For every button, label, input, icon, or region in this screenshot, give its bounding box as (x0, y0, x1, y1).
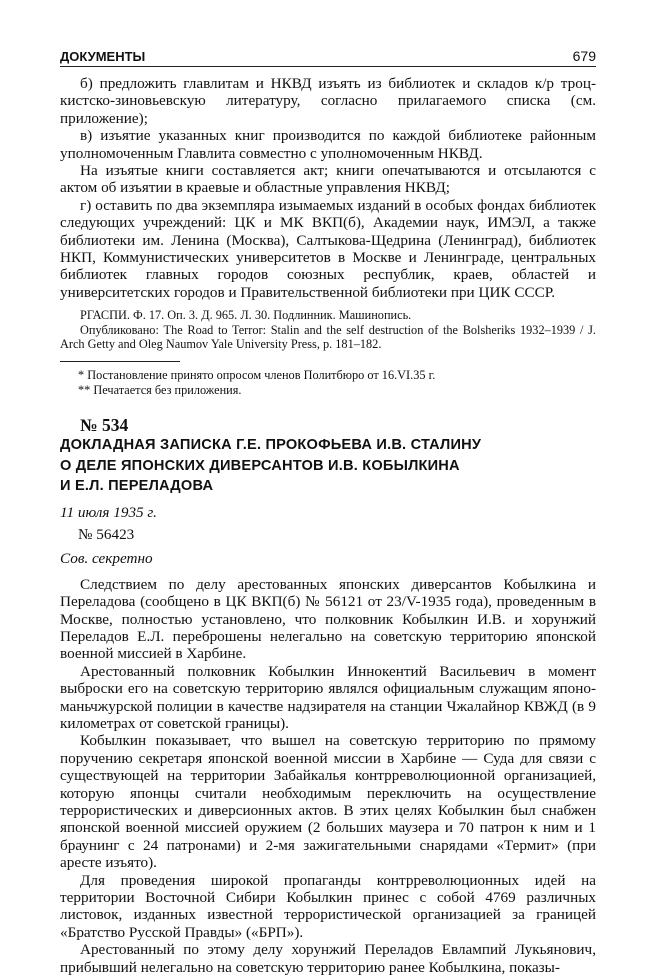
title-line: О ДЕЛЕ ЯПОНСКИХ ДИВЕРСАНТОВ И.В. КОБЫЛКИНА (60, 457, 460, 474)
document-date: 11 июля 1935 г. (60, 503, 157, 521)
classification-mark: Сов. секретно (60, 549, 153, 567)
source-citation (60, 308, 596, 352)
paragraph: Кобылкин показывает, что вышел на советскую территорию по прямому поручению секретаря японской военной миссии в Харбине — Суда для связи с существующей на территории Забайкалья контрреволюционной организацией, которую японцы считали необходимым переключить на осуществление террористических и диверсионных актов. В этих целях Кобылкин был снабжен японской военной миссией оружием (2 больших маузера и 70 патрон к ним и 1 браунинг с 24 патронами) и 2-мя зажигательными снарядами «Термит» (при аресте изъято). (60, 732, 596, 872)
paragraph: Следствием по делу арестованных японских диверсантов Кобылкина и Переладова (сообщено в ЦК ВКП(б) № 56121 от 23/V-1935 года), проведенным в Москве, полностью установлено, что полковник Кобылкин И.В. и хорунжий Переладов Е.Л. переброшены нелегально на советскую территорию японской военной миссией в Харбине. (60, 575, 596, 663)
paragraph: г) оставить по два экземпляра изымаемых изданий в особых фондах библиотек следующих учреждений: ЦК и МК ВКП(б), Академии наук, ИМЭЛ, а также библиотеки им. Ленина (Москва), Салтыкова-Щедрина (Ленинград), библиотек НКП, Коммунистических университетов в Москве и Ленинграде, центральных библиотек главных городов союзных республик, краев, областей и университетских городов и Правительственной библиотеки при ЦИК СССР. (60, 196, 596, 301)
paragraph: Арестованный по этому делу хорунжий Переладов Евлампий Лукьянович, прибывший нелегально на советскую территорию ранее Кобылкина, показы- (60, 941, 596, 976)
title-line: ДОКЛАДНАЯ ЗАПИСКА Г.Е. ПРОКОФЬЕВА И.В. СТАЛИНУ (60, 437, 482, 454)
document-reference: № 56423 (78, 525, 135, 543)
document-page (60, 48, 596, 976)
paragraph: На изъятые книги составляется акт; книги опечатываются и отсылаются с актом об изъятии в краевые и областные управления НКВД; (60, 162, 596, 197)
footnote-divider (60, 361, 180, 362)
footnote: * Постановление принято опросом членов Политбюро от 16.VI.35 г. (78, 368, 436, 383)
document-number: № 534 (80, 415, 129, 436)
paragraph: Для проведения широкой пропаганды контрреволюционных идей на территории Восточной Сибири Кобылкин принес с собой 4769 различных листовок, изданных известной террористической организацией за границей «Братство Русской Правды» («БРП»). (60, 871, 596, 941)
paragraph: Арестованный полковник Кобылкин Иннокентий Васильевич в момент выброски его на советскую территорию являлся официальным служащим японо-маньчжурской полиции в качестве надзирателя на станции Чжалайнор КВЖД (в 9 километрах от советской границы). (60, 662, 596, 732)
archive-reference: РГАСПИ. Ф. 17. Оп. 3. Д. 965. Л. 30. Подлинник. Машинопись. (80, 308, 412, 323)
publication-reference: Опубликовано: The Road to Terror: Stalin and the self destruction of the Bolsheriks 1932–1939 / J. Arch Getty and Oleg Naumov Yale University Press, p. 181–182. (60, 322, 596, 352)
paragraph: в) изъятие указанных книг производится по каждой библиотеке районным уполномоченным Главлита совместно с уполномоченным НКВД. (60, 127, 596, 162)
footnotes (60, 368, 596, 397)
previous-document-text (60, 75, 596, 301)
title-line: И Е.Л. ПЕРЕЛАДОВА (60, 478, 214, 495)
page-number: 679 (572, 48, 596, 64)
document-body (60, 576, 596, 976)
running-header (60, 48, 596, 67)
footnote: ** Печатается без приложения. (78, 382, 242, 397)
paragraph: б) предложить главлитам и НКВД изъять из библиотек и складов к/р троц-кистско-зиновьевскую литературу, согласно прилагаемого списка (см. приложение); (60, 75, 596, 127)
section-title: ДОКУМЕНТЫ (60, 49, 146, 64)
document-title (60, 435, 596, 497)
